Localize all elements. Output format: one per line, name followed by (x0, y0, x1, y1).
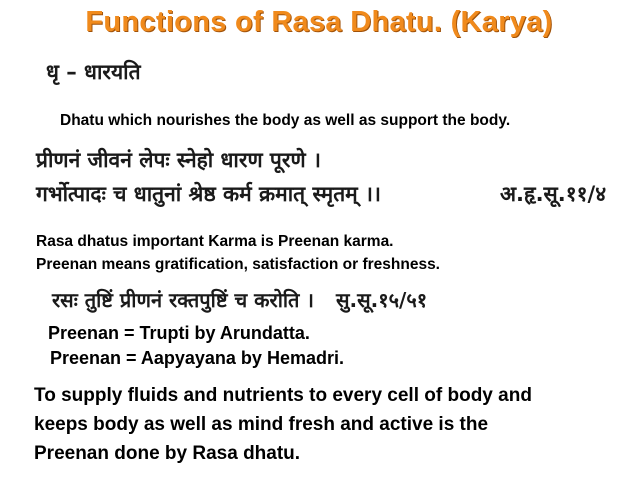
sanskrit-root-line: धृ – धारयति (46, 60, 141, 84)
verse-3-reference: सु.सू.१५/५१ (336, 288, 428, 312)
verse-2-reference: अ.हृ.सू.११/४ (500, 182, 607, 206)
closing-line-2: keeps body as well as mind fresh and active is the (34, 414, 489, 435)
dhatu-definition: Dhatu which nourishes the body as well as support the body. (60, 112, 511, 129)
sanskrit-verse-2: गर्भोत्पादः च धातुनां श्रेष्ठ कर्म क्रमात् स्मृतम् ।। (36, 182, 381, 206)
closing-line-3: Preenan done by Rasa dhatu. (34, 443, 301, 464)
sanskrit-verse-1: प्रीणनं जीवनं लेपः स्नेहो धारण पूरणे । (36, 148, 321, 172)
sanskrit-verse-3: रसः तुष्टिं प्रीणनं रक्तपुष्टिं च करोति । (52, 288, 314, 312)
preenan-meaning: Preenan means gratification, satisfaction or freshness. (36, 256, 440, 273)
slide-title: Functions of Rasa Dhatu. (Karya) (85, 6, 553, 38)
definition-arundatta: Preenan = Trupti by Arundatta. (48, 323, 310, 343)
karma-statement: Rasa dhatus important Karma is Preenan karma. (36, 233, 394, 250)
definition-hemadri: Preenan = Aapyayana by Hemadri. (50, 348, 344, 368)
closing-line-1: To supply fluids and nutrients to every cell of body and (34, 385, 532, 406)
